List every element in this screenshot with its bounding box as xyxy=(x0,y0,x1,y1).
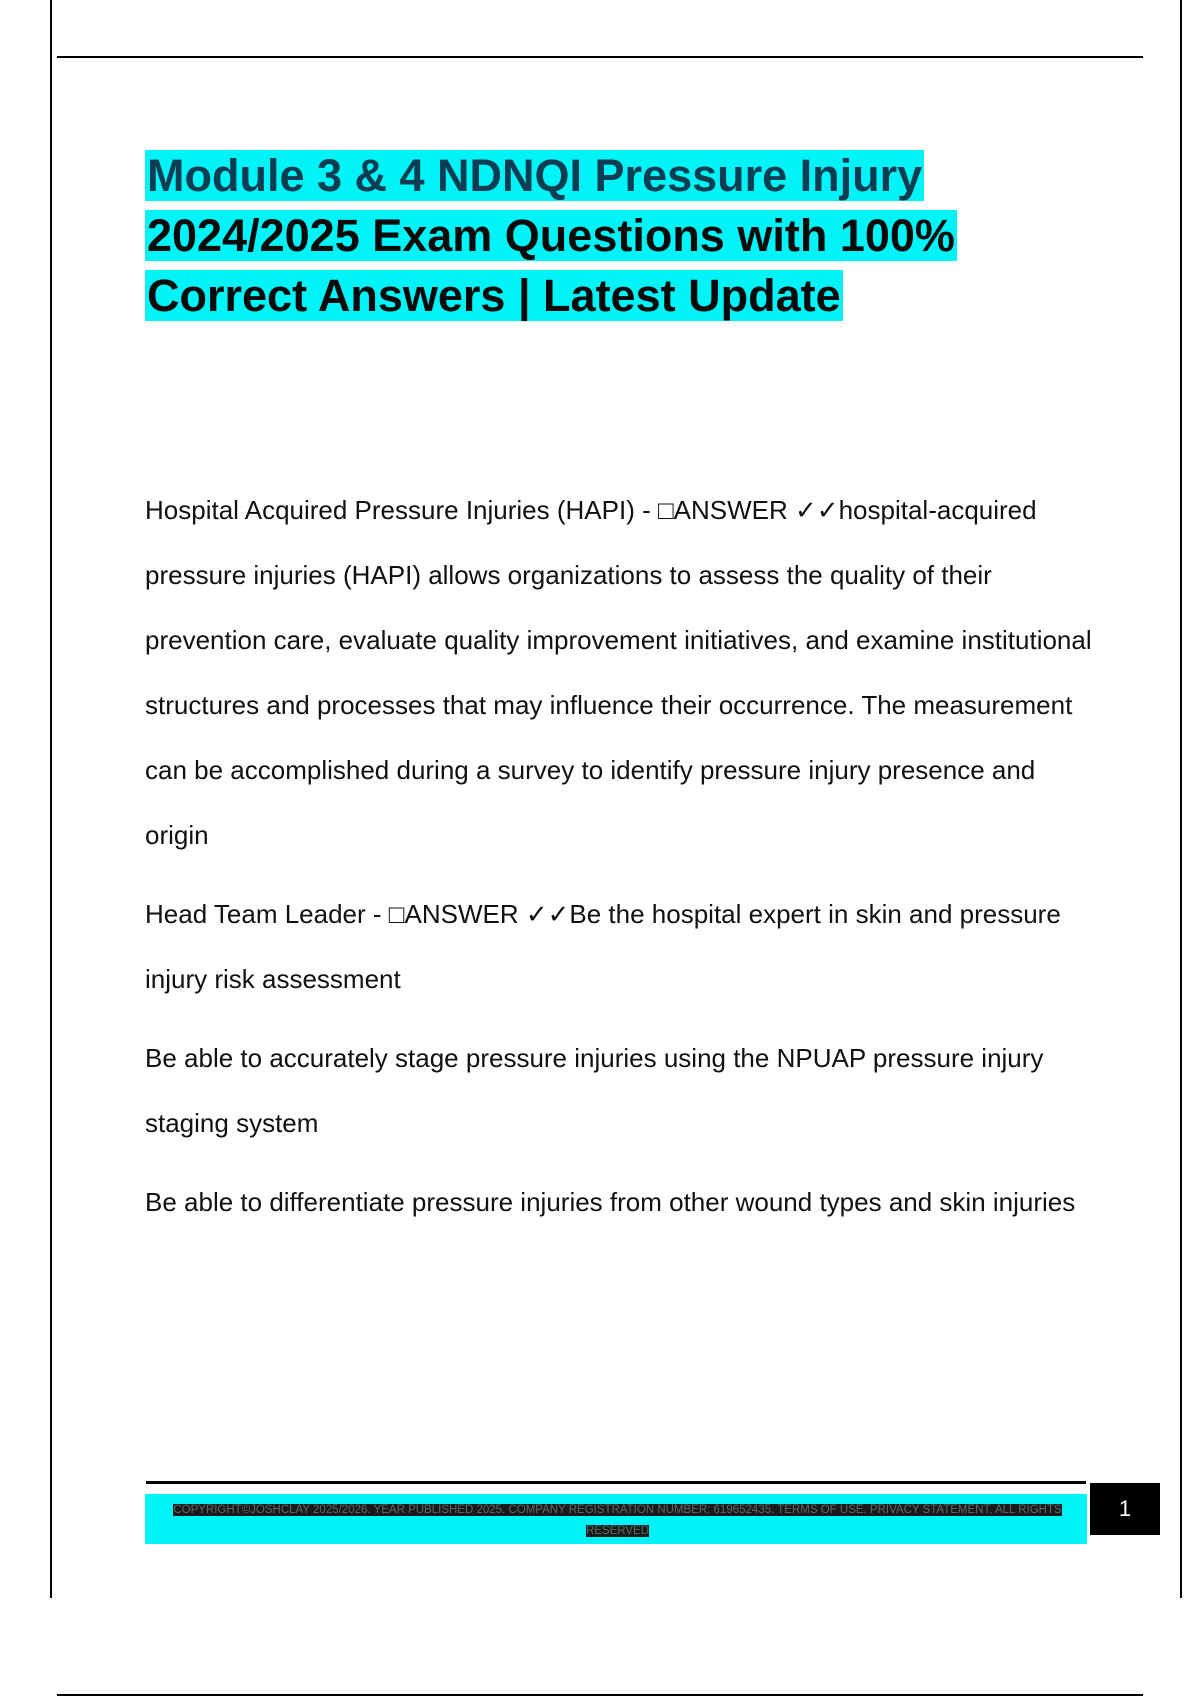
copyright-notice xyxy=(160,1500,1075,1542)
document-body xyxy=(145,478,1095,1249)
body-paragraph-staging: Be able to accurately stage pressure injuries using the NPUAP pressure injury staging system xyxy=(145,1043,1044,1138)
title-line-3: Correct Answers | Latest Update xyxy=(147,270,841,321)
copyright-text: COPYRIGHT©JOSHCLAY 2025/2026. YEAR PUBLISHED 2025. COMPANY REGISTRATION NUMBER: 619652435. TERMS OF USE. PRIVACY STATEMENT. ALL RIGHTS RESERVED xyxy=(173,1504,1062,1537)
top-rule xyxy=(57,56,1143,58)
next-page-top-rule xyxy=(57,1694,1143,1696)
qa-entry-head-team-leader: Head Team Leader - □ANSWER ✓✓Be the hospital expert in skin and pressure injury risk assessment xyxy=(145,899,1061,994)
page-number: 1 xyxy=(1090,1483,1160,1535)
footer-rule xyxy=(146,1481,1086,1484)
qa-entry-hapi: Hospital Acquired Pressure Injuries (HAPI) - □ANSWER ✓✓hospital-acquired pressure injuries (HAPI) allows organizations to assess the quality of their prevention care, evaluate quality improvement initiatives, and examine institutional structures and processes that may influence their occurrence. The measurement can be accomplished during a survey to identify pressure injury presence and origin xyxy=(145,495,1092,850)
document-title xyxy=(145,146,1045,326)
title-line-1: Module 3 & 4 NDNQI Pressure Injury xyxy=(147,150,923,201)
title-line-2: 2024/2025 Exam Questions with 100% xyxy=(147,210,955,261)
body-paragraph-differentiate: Be able to differentiate pressure injuries from other wound types and skin injuries xyxy=(145,1187,1076,1217)
